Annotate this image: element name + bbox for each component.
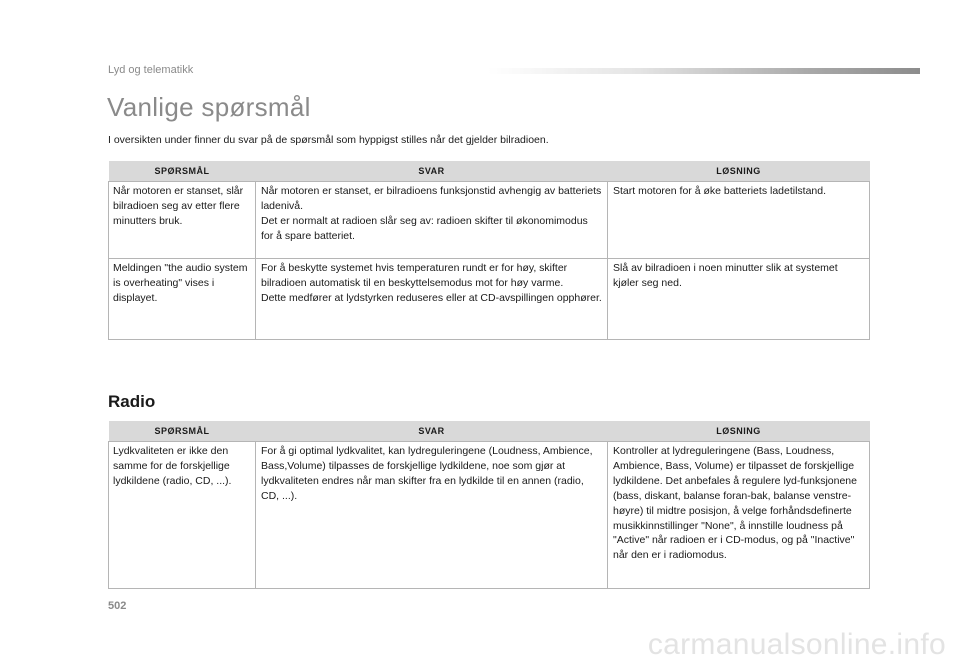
question-text: Når motoren er stanset, slår bilradioen seg av etter flere minutters bruk. (113, 185, 244, 227)
column-header-question: SPØRSMÅL (109, 421, 256, 442)
section-label: Lyd og telematikk (108, 64, 194, 76)
page-title: Vanlige spørsmål (107, 92, 311, 122)
faq-table-radio (108, 421, 870, 589)
solution-cell (608, 259, 870, 340)
table-row (109, 182, 870, 259)
solution-text: Start motoren for å øke batteriets ladetilstand. (613, 185, 827, 197)
question-cell (109, 259, 256, 340)
radio-section-heading: Radio (108, 392, 156, 411)
question-text: Lydkvaliteten er ikke den samme for de forskjellige lydkildene (radio, CD, ...). (113, 445, 232, 487)
question-cell (109, 182, 256, 259)
header-gradient-bar (488, 68, 920, 74)
answer-cell (256, 442, 608, 589)
answer-text: For å gi optimal lydkvalitet, kan lydreguleringene (Loudness, Ambience, Bass,Volume) tilpasses de forskjellige lydkildene, noe som gjør at lydkvaliteten endres når man skifter fra en lydkilde til en annen (radio, CD, ...). (261, 445, 593, 502)
column-header-answer: SVAR (256, 161, 608, 182)
solution-cell (608, 182, 870, 259)
question-cell (109, 442, 256, 589)
faq-table-general (108, 161, 870, 340)
question-text: Meldingen "the audio system is overheating" vises i displayet. (113, 262, 248, 304)
column-header-solution: LØSNING (608, 161, 870, 182)
answer-text: For å beskytte systemet hvis temperaturen rundt er for høy, skifter bilradioen automatisk til en beskyttelsemodus mot for høy varme. Dette medfører at lydstyrken reduseres eller at CD-avspillingen opphører. (261, 262, 602, 304)
solution-text: Kontroller at lydreguleringene (Bass, Loudness, Ambience, Bass, Volume) er tilpasset de forskjellige lydkildene. Det anbefales å regulere lyd-funksjonene (bass, diskant, balanse foran-bak, balanse venstre-høyre) til midtre posisjon, å velge forhåndsdefinerte musikkinnstillinger "None", å innstille loudness på "Active" når radioen er i CD-modus, og på "Inactive" når den er i radiomodus. (613, 445, 857, 562)
column-header-answer: SVAR (256, 421, 608, 442)
answer-cell (256, 259, 608, 340)
answer-cell (256, 182, 608, 259)
watermark: carmanualsonline.info (647, 628, 946, 661)
solution-text: Slå av bilradioen i noen minutter slik at systemet kjøler seg ned. (613, 262, 838, 289)
table-header-row (109, 161, 870, 182)
solution-cell (608, 442, 870, 589)
answer-text: Når motoren er stanset, er bilradioens funksjonstid avhengig av batteriets ladenivå. Det er normalt at radioen slår seg av: radioen skifter til økonomimodus for å spare batteriet. (261, 185, 602, 242)
table-header-row (109, 421, 870, 442)
intro-text: I oversikten under finner du svar på de spørsmål som hyppigst stilles når det gjelder bilradioen. (108, 134, 549, 146)
column-header-solution: LØSNING (608, 421, 870, 442)
page-number: 502 (108, 600, 127, 612)
column-header-question: SPØRSMÅL (109, 161, 256, 182)
table-row (109, 259, 870, 340)
table-row (109, 442, 870, 589)
